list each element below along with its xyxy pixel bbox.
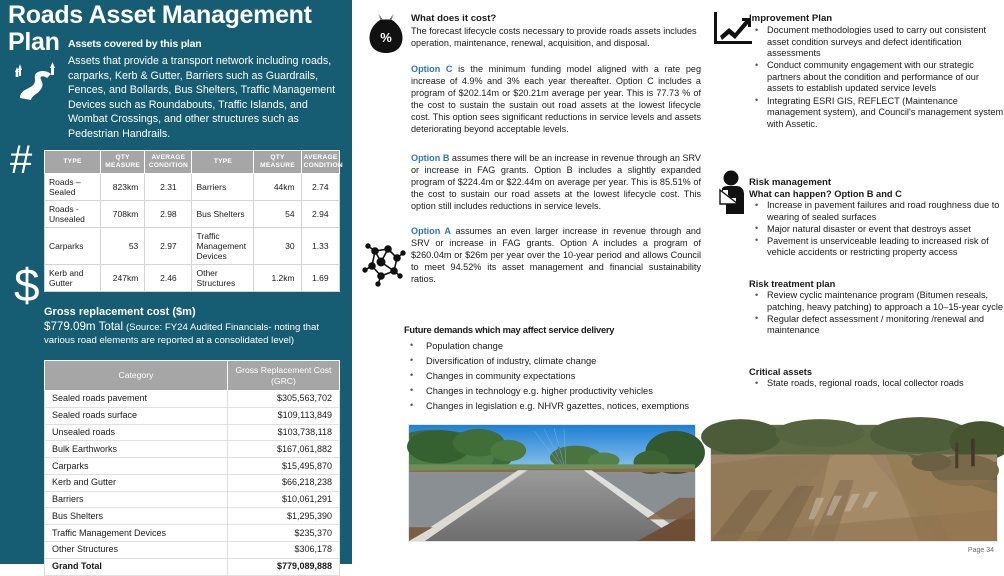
assets-covered-text: Assets that provide a transport network including roads, carparks, Kerb & Gutter, Barriers such as Guardrails, Fences, and Bollards, Bus Shelters, Traffic Management Devices such as Roundabouts, Traffic Islands, and Wombat Crossings, and other structures such as Pedestrian Handrails. <box>68 55 336 140</box>
cell-type: Traffic Management Devices <box>192 228 254 265</box>
cell-amount: $109,113,849 <box>227 407 339 424</box>
cell-type: Kerb and Gutter <box>45 265 101 292</box>
cell-amount: $66,218,238 <box>227 474 339 491</box>
table-header-row <box>45 151 340 174</box>
list-item: • Regular defect assessment / monitoring /renewal and maintenance <box>749 314 1004 337</box>
table-row <box>45 174 340 201</box>
future-demands-heading: Future demands which may affect service delivery <box>404 325 615 335</box>
future-demands-list <box>404 339 704 414</box>
cell-cond: 1.69 <box>301 265 339 292</box>
cell-amount: $103,738,118 <box>227 424 339 441</box>
col-grc: Gross Replacement Cost (GRC) <box>227 361 339 391</box>
cell-amount: $306,178 <box>227 542 339 559</box>
list-item: • State roads, regional roads, local collector roads <box>749 378 1004 390</box>
cell-cond: 2.31 <box>145 174 192 201</box>
cell-category: Bus Shelters <box>45 508 228 525</box>
table-row <box>45 491 340 508</box>
cell-cond: 2.97 <box>145 228 192 265</box>
cell-category: Traffic Management Devices <box>45 525 228 542</box>
improvement-plan-block <box>749 13 1004 131</box>
cell-qty: 247km <box>101 265 145 292</box>
option-b-paragraph <box>411 152 701 212</box>
improvement-plan-list <box>749 25 1004 130</box>
option-a-paragraph <box>411 225 701 285</box>
table-row <box>45 407 340 424</box>
hash-icon: # <box>10 138 33 182</box>
list-item: • Major natural disaster or event that destroys asset <box>749 224 1004 236</box>
table-row <box>45 474 340 491</box>
cell-category: Sealed roads surface <box>45 407 228 424</box>
col-qty-1: QTY MEASURE <box>101 151 145 174</box>
critical-assets-heading: Critical assets <box>749 367 813 377</box>
cell-type: Other Structures <box>192 265 254 292</box>
cell-qty: 823km <box>101 174 145 201</box>
cell-type: Carparks <box>45 228 101 265</box>
right-column <box>712 0 1004 564</box>
cost-intro-text: The forecast lifecycle costs necessary to provide roads assets includes operation, maintenance, renewal, acquisition, and disposal. <box>411 26 697 49</box>
table-row <box>45 542 340 559</box>
cell-amount: $167,061,882 <box>227 441 339 458</box>
col-type-2: TYPE <box>192 151 254 174</box>
growth-chart-icon <box>712 10 754 50</box>
list-item: • Document methodologies used to carry out consistent asset condition surveys and defect identification assessments <box>749 25 1004 60</box>
sealed-road-photo <box>408 424 696 542</box>
cost-heading: What does it cost? <box>411 13 497 24</box>
grc-heading: Gross replacement cost ($m) <box>44 306 196 318</box>
cell-qty: 54 <box>254 201 301 228</box>
network-nodes-icon <box>361 240 407 288</box>
option-a-text: assumes an even larger increase in revenue through and SRV or increase in FAG grants. Option A includes a program of $260.04m or $26m per year over the 10-year period and allows Council to meet 94.52% its asset management and financial sustainability ratios. <box>411 226 701 285</box>
future-demands-block <box>404 325 704 414</box>
grc-source-text: (Source: FY24 Audited Financials- noting that various road elements are reported at a consolidated level) <box>44 322 320 347</box>
improvement-plan-heading: Improvement Plan <box>749 13 833 24</box>
list-item: • Conduct community engagement with our strategic partners about the condition and performance of our assets to establish updated service levels <box>749 60 1004 95</box>
risk-subheading: What can happen? Option B and C <box>749 189 902 199</box>
money-bag-percent-icon <box>366 12 406 56</box>
table-row <box>45 458 340 475</box>
risk-treatment-list <box>749 290 1004 337</box>
table-row <box>45 201 340 228</box>
table-row <box>45 424 340 441</box>
cell-amount: $1,295,390 <box>227 508 339 525</box>
list-item: • Changes in community expectations <box>404 369 704 384</box>
cell-category: Bulk Earthworks <box>45 441 228 458</box>
grc-total-text: $779.09m Total <box>44 320 124 333</box>
option-c-label: Option C <box>411 64 453 74</box>
asset-condition-table <box>44 150 343 292</box>
col-cond-2: AVERAGE CONDITION <box>301 151 339 174</box>
cell-category: Unsealed roads <box>45 424 228 441</box>
risk-treatment-block <box>749 279 1004 337</box>
cell-qty: 708km <box>101 201 145 228</box>
cell-cond: 2.94 <box>301 201 339 228</box>
list-item: • Increase in pavement failures and road roughness due to wearing of sealed surfaces <box>749 200 1004 223</box>
risk-list <box>749 200 1004 259</box>
injured-person-icon <box>714 170 754 216</box>
page-title: Roads Asset Management Plan <box>8 1 312 56</box>
risk-treatment-heading: Risk treatment plan <box>749 279 836 289</box>
page-number: Page 34 <box>967 547 994 554</box>
table-row <box>45 441 340 458</box>
left-teal-panel <box>0 0 352 572</box>
option-b-text: assumes there will be an increase in revenue through an SRV or increase in FAG grants. Option B includes a slightly expanded program of $224.4m or $22.44m on average per year. This is 85.51% of the cost to sustain our road assets at the lowest lifecycle cost. This option still includes reductions in service levels. <box>411 153 701 212</box>
winding-road-icon <box>14 62 58 102</box>
list-item: • Changes in technology e.g. higher productivity vehicles <box>404 384 704 399</box>
table-total-row <box>45 558 340 575</box>
critical-assets-block <box>749 367 1004 390</box>
option-c-text: is the minimum funding model aligned with a rate peg increase of 4.9% and 3% each year thereafter. Option C includes a program of $202.14m or $20.21m average per year. This is 77.73 % of the cost to sustain the sustain out road assets at the lowest lifecycle cost. This option sees significant reductions in service levels and assets deteriorating beyond acceptable levels. <box>411 64 702 135</box>
list-item: • Changes in legislation e.g. NHVR gazettes, notices, exemptions <box>404 399 704 414</box>
cell-category: Carparks <box>45 458 228 475</box>
col-qty-2: QTY MEASURE <box>254 151 301 174</box>
cell-cond: 2.46 <box>145 265 192 292</box>
col-cond-1: AVERAGE CONDITION <box>145 151 192 174</box>
option-c-paragraph <box>411 63 701 136</box>
cell-category: Barriers <box>45 491 228 508</box>
cell-cond: 2.74 <box>301 174 339 201</box>
cell-qty: 30 <box>254 228 301 265</box>
total-label: Grand Total <box>45 558 228 575</box>
cell-amount: $235,370 <box>227 525 339 542</box>
cost-intro-block <box>411 13 701 49</box>
list-item: • Review cyclic maintenance program (Bitumen reseals, patching, heavy patching) to approach a 10–15-year cycle <box>749 290 1004 313</box>
cell-type: Roads - Unsealed <box>45 201 101 228</box>
gross-replacement-cost-table <box>44 360 340 576</box>
cell-cond: 2.98 <box>145 201 192 228</box>
cell-type: Roads – Sealed <box>45 174 101 201</box>
cell-type: Bus Shelters <box>192 201 254 228</box>
list-item: • Diversification of industry, climate change <box>404 354 704 369</box>
col-type-1: TYPE <box>45 151 101 174</box>
grc-source-note <box>44 320 342 347</box>
table-row <box>45 391 340 408</box>
cell-amount: $15,495,870 <box>227 458 339 475</box>
risk-management-block <box>749 177 1004 259</box>
risk-management-heading: Risk management <box>749 177 832 188</box>
critical-assets-list <box>749 378 1004 390</box>
cell-category: Other Structures <box>45 542 228 559</box>
table-row <box>45 508 340 525</box>
cell-category: Kerb and Gutter <box>45 474 228 491</box>
col-category: Category <box>45 361 228 391</box>
assets-covered-heading: Assets covered by this plan <box>68 38 202 50</box>
cell-qty: 44km <box>254 174 301 201</box>
cell-category: Sealed roads pavement <box>45 391 228 408</box>
cell-amount: $10,061,291 <box>227 491 339 508</box>
total-value: $779,089,888 <box>227 558 339 575</box>
cell-qty: 1.2km <box>254 265 301 292</box>
table-row <box>45 228 340 265</box>
list-item: • Integrating ESRI GIS, REFLECT (Maintenance management system), and Council's management system with Assetic. <box>749 96 1004 131</box>
table-header-row <box>45 361 340 391</box>
option-a-label: Option A <box>411 226 451 236</box>
cell-cond: 1.33 <box>301 228 339 265</box>
cell-qty: 53 <box>101 228 145 265</box>
table-row <box>45 265 340 292</box>
cell-amount: $305,563,702 <box>227 391 339 408</box>
table-row <box>45 525 340 542</box>
svg-text:%: % <box>380 30 392 45</box>
dollar-icon: $ <box>14 259 40 311</box>
option-b-label: Option B <box>411 153 450 163</box>
list-item: • Population change <box>404 339 704 354</box>
cell-type: Barriers <box>192 174 254 201</box>
list-item: • Pavement is unserviceable leading to increased risk of vehicle accidents or restricting property access <box>749 236 1004 259</box>
